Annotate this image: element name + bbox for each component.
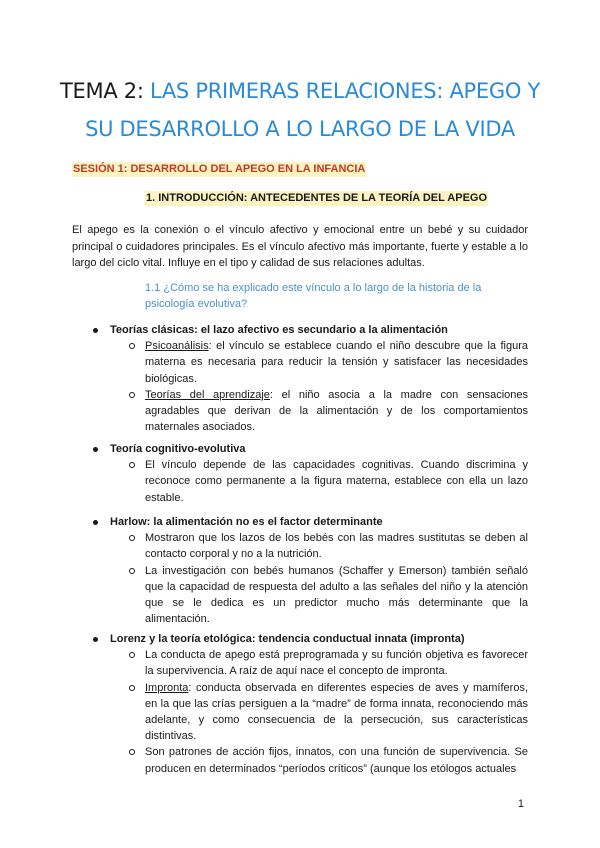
- section-heading: 1. INTRODUCCIÓN: ANTECEDENTES DE LA TEORÍA DEL APEGO: [146, 192, 488, 204]
- bullet-title: Teoría cognitivo-evolutiva: [92, 441, 528, 457]
- subsection-question: 1.1 ¿Cómo se ha explicado este vínculo a lo largo de la historia de la psicología evolutiva?: [145, 282, 482, 310]
- bullet-title: Teorías clásicas: el lazo afectivo es secundario a la alimentación: [92, 322, 528, 338]
- title-accent: LAS PRIMERAS RELACIONES: APEGO Y SU DESARROLLO A LO LARGO DE LA VIDA: [85, 79, 540, 141]
- bullet-lorenz: [92, 631, 528, 777]
- sub-bullet-preprogrammed: La conducta de apego está preprogramada y su función objetiva es favorecer la supervivencia. A raíz de aquí nace el concepto de impronta.: [92, 647, 528, 679]
- session-heading: SESIÓN 1: DESARROLLO DEL APEGO EN LA INFANCIA: [73, 163, 366, 175]
- bullet-harlow: [92, 514, 528, 627]
- bullet-title: Lorenz y la teoría etológica: tendencia conductual innata (impronta): [92, 631, 528, 647]
- bullet-title: Harlow: la alimentación no es el factor determinante: [92, 514, 528, 530]
- page-title: [60, 72, 540, 148]
- term-imprinting: Impronta: [145, 681, 189, 694]
- term-learning-theories: Teorías del aprendizaje: [145, 388, 270, 401]
- bullet-cognitive-evolutive: [92, 441, 528, 506]
- sub-bullet-text: : el niño asocia a la madre con sensaciones agradables que derivan de la alimentación y de los comportamientos maternales asociados.: [145, 388, 529, 434]
- sub-bullet-text: : el vínculo se establece cuando el niño descubre que la figura materna es necesaria para reducir la tensión y satisfacer las necesidades biológicas.: [145, 340, 528, 385]
- title-prefix: TEMA 2:: [60, 79, 150, 103]
- sub-bullet-imprinting: [92, 680, 528, 745]
- sub-bullet-surrogate-mothers: Mostraron que los lazos de los bebés con las madres sustitutas se deben al contacto corporal y no a la nutrición.: [92, 530, 528, 562]
- sub-bullet-text: : conducta observada en diferentes especies de aves y mamíferos, en la que las crías persiguen a la “madre” de forma innata, reconociendo más adelante, y como consecuencia de la persecución, sus características distintivas.: [145, 681, 528, 743]
- sub-bullet-schaffer-emerson: La investigación con bebés humanos (Schaffer y Emerson) también señaló que la capacidad de respuesta del adulto a las señales del niño y la atención que se le dedica es un predictor mucho más determinante que la alimentación.: [92, 563, 528, 628]
- bullet-classic-theories: [92, 322, 528, 435]
- sub-bullet-psychoanalysis: [92, 338, 528, 387]
- sub-bullet-cognitive: El vínculo depende de las capacidades cognitivas. Cuando discrimina y reconoce como permanente a la figura materna, establece con ella un lazo estable.: [92, 457, 528, 506]
- sub-bullet-fixed-patterns: Son patrones de acción fijos, innatos, con una función de supervivencia. Se producen en determinados “períodos críticos” (aunque los etólogos actuales: [92, 744, 528, 776]
- intro-paragraph: El apego es la conexión o el vínculo afectivo y emocional entre un bebé y su cuidador principal o cuidadores principales. Es el vínculo afectivo más importante, fuerte y estable a lo largo del ciclo vital. Influye en el tipo y calidad de sus relaciones adultas.: [72, 224, 528, 269]
- page-number: 1: [517, 798, 524, 810]
- term-psychoanalysis: Psicoanálisis: [145, 340, 209, 353]
- sub-bullet-learning-theories: [92, 387, 528, 436]
